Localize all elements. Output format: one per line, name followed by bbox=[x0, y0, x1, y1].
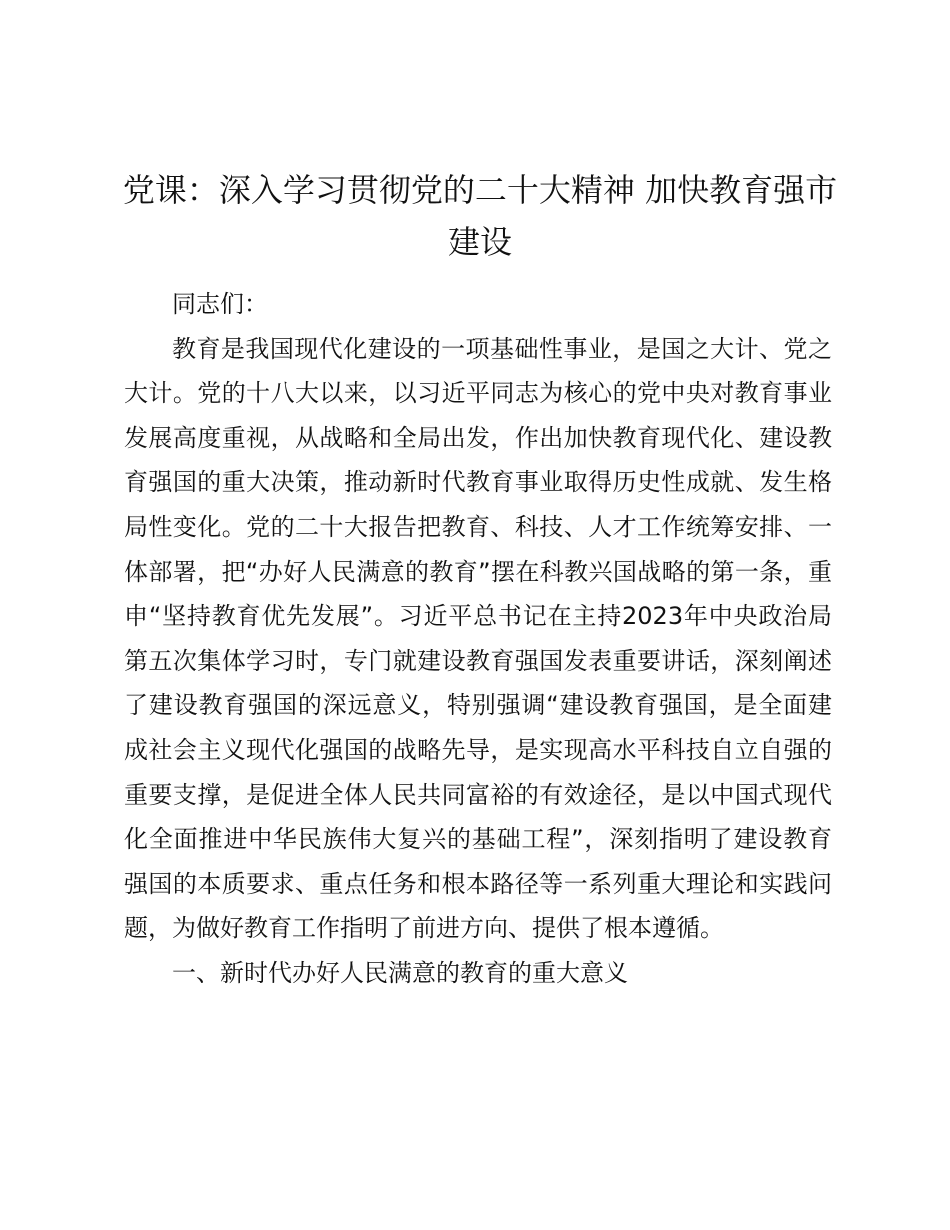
paragraph-1: 教育是我国现代化建设的一项基础性事业，是国之大计、党之大计。党的十八大以来，以习近平同志为核心的党中央对教育事业发展高度重视，从战略和全局出发，作出加快教育现代化、建设教育强国的重大决策，推动新时代教育事业取得历史性成就、发生格局性变化。党的二十大报告把教育、科技、人才工作统筹安排、一体部署，把“办好人民满意的教育”摆在科教兴国战略的第一条，重申“坚持教育优先发展”。习近平总书记在主持2023年中央政治局第五次集体学习时，专门就建设教育强国发表重要讲话，深刻阐述了建设教育强国的深远意义，特别强调“建设教育强国，是全面建成社会主义现代化强国的战略先导，是实现高水平科技自立自强的重要支撑，是促进全体人民共同富裕的有效途径，是以中国式现代化全面推进中华民族伟大复兴的基础工程”，深刻指明了建设教育强国的本质要求、重点任务和根本路径等一系列重大理论和实践问题，为做好教育工作指明了前进方向、提供了根本遵循。 bbox=[124, 334, 832, 943]
document-body bbox=[124, 282, 832, 996]
salutation: 同志们： bbox=[172, 290, 268, 318]
document-title: 党课：深入学习贯彻党的二十大精神 加快教育强市建设 bbox=[122, 171, 838, 261]
section-heading-1: 一、新时代办好人民满意的教育的重大意义 bbox=[172, 958, 628, 987]
